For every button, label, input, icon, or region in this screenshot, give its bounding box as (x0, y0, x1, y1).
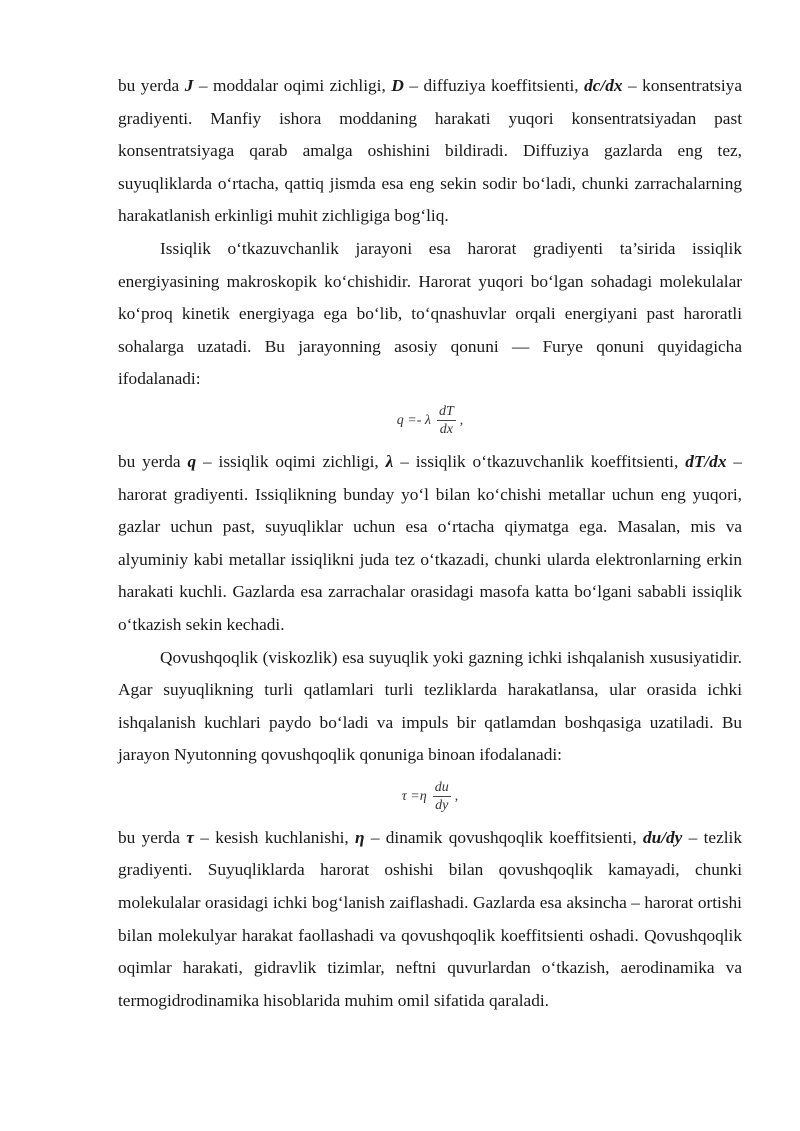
formula-fourier-denominator: dx (439, 422, 453, 438)
formula-fourier-fraction (437, 403, 456, 438)
symbol-dudy: du/dy (642, 827, 683, 847)
symbol-dTdx: dT/dx (685, 451, 727, 471)
formula-fourier-numerator: dT (438, 404, 454, 420)
paragraph-viscosity-explanation: bu yerda τ – kesish kuchlanishi, η – dinamik qovushqoqlik koeffitsienti, du/dy – tezlik gradiyenti. Suyuqliklarda harorat oshishi bilan qovushqoqlik kamayadi, chunki molekulalar orasidagi ichki bog‘lanish zaiflashadi. Gazlarda esa aksincha – harorat ortishi bilan molekulyar harakat faollashadi va qovushqoqlik koeffitsienti oshadi. Qovushqoqlik oqimlar harakati, gidravlik tizimlar, neftni quvurlardan o‘tkazish, aerodinamika va termogidrodinamika hisoblarida muhim omil sifatida qaraladi. (118, 827, 742, 1010)
formula-newton-fraction (433, 779, 451, 814)
symbol-J: J (184, 76, 194, 95)
formula-newton-punct: , (454, 788, 459, 804)
formula-newton-lhs: τ =η (401, 788, 427, 804)
symbol-dcdx: dc/dx (584, 76, 623, 95)
formula-fourier-law (118, 396, 742, 446)
formula-newton-viscosity (118, 772, 742, 822)
paragraph-heat-conduction: Issiqlik o‘tkazuvchanlik jarayoni esa harorat gradiyenti ta’sirida issiqlik energiyasining makroskopik ko‘chishidir. Harorat yuqori bo‘lgan sohadagi molekulalar ko‘proq kinetik energiyaga ega bo‘lib, to‘qnashuvlar orqali energiyani past haroratli sohalarga uzatadi. Bu jarayonning asosiy qonuni — Furye qonuni quyidagicha ifodalanadi: (118, 238, 742, 389)
symbol-lambda: λ (385, 451, 394, 471)
symbol-eta: η (355, 827, 365, 847)
symbol-D: D (391, 76, 404, 95)
paragraph-diffusion-explanation: bu yerda J – moddalar oqimi zichligi, D – diffuziya koeffitsienti, dc/dx – konsentratsiya gradiyenti. Manfiy ishora moddaning harakati yuqori konsentratsiyadan past konsentratsiyaga qarab amalga oshishini bildiradi. Diffuziya gazlarda eng tez, suyuqliklarda o‘rtacha, qattiq jismda esa eng sekin sodir bo‘ladi, chunki zarrachalarning harakatlanish erkinligi muhit zichligiga bog‘liq. (118, 76, 742, 226)
formula-fourier-punct: , (459, 412, 464, 428)
formula-fourier-lhs: q =- λ (396, 412, 431, 428)
symbol-tau: τ (186, 827, 194, 847)
formula-newton-denominator: dy (435, 798, 449, 814)
paragraph-viscosity: Qovushqoqlik (viskozlik) esa suyuqlik yoki gazning ichki ishqalanish xususiyatidir. Agar suyuqlikning turli qatlamlari turli tezliklarda harakatlansa, ular orasida ichki ishqalanish kuchlari paydo bo‘ladi va impuls bir qatlamdan boshqasiga uzatiladi. Bu jarayon Nyutonning qovushqoqlik qonuniga binoan ifodalanadi: (118, 647, 742, 765)
symbol-q: q (187, 451, 197, 471)
paragraph-heat-explanation: bu yerda q – issiqlik oqimi zichligi, λ – issiqlik o‘tkazuvchanlik koeffitsienti, dT/dx – harorat gradiyenti. Issiqlikning bunday yo‘l bilan ko‘chishi metallar uchun eng yuqori, gazlar uchun past, suyuqliklar uchun esa o‘rtacha qiymatga ega. Masalan, mis va alyuminiy kabi metallar issiqlikni juda tez o‘tkazadi, chunki ularda elektronlarning erkin harakati kuchli. Gazlarda esa zarrachalar orasidagi masofa katta bo‘lgani sababli issiqlik o‘tkazish sekin kechadi. (118, 451, 743, 634)
formula-newton-numerator: du (434, 780, 449, 796)
